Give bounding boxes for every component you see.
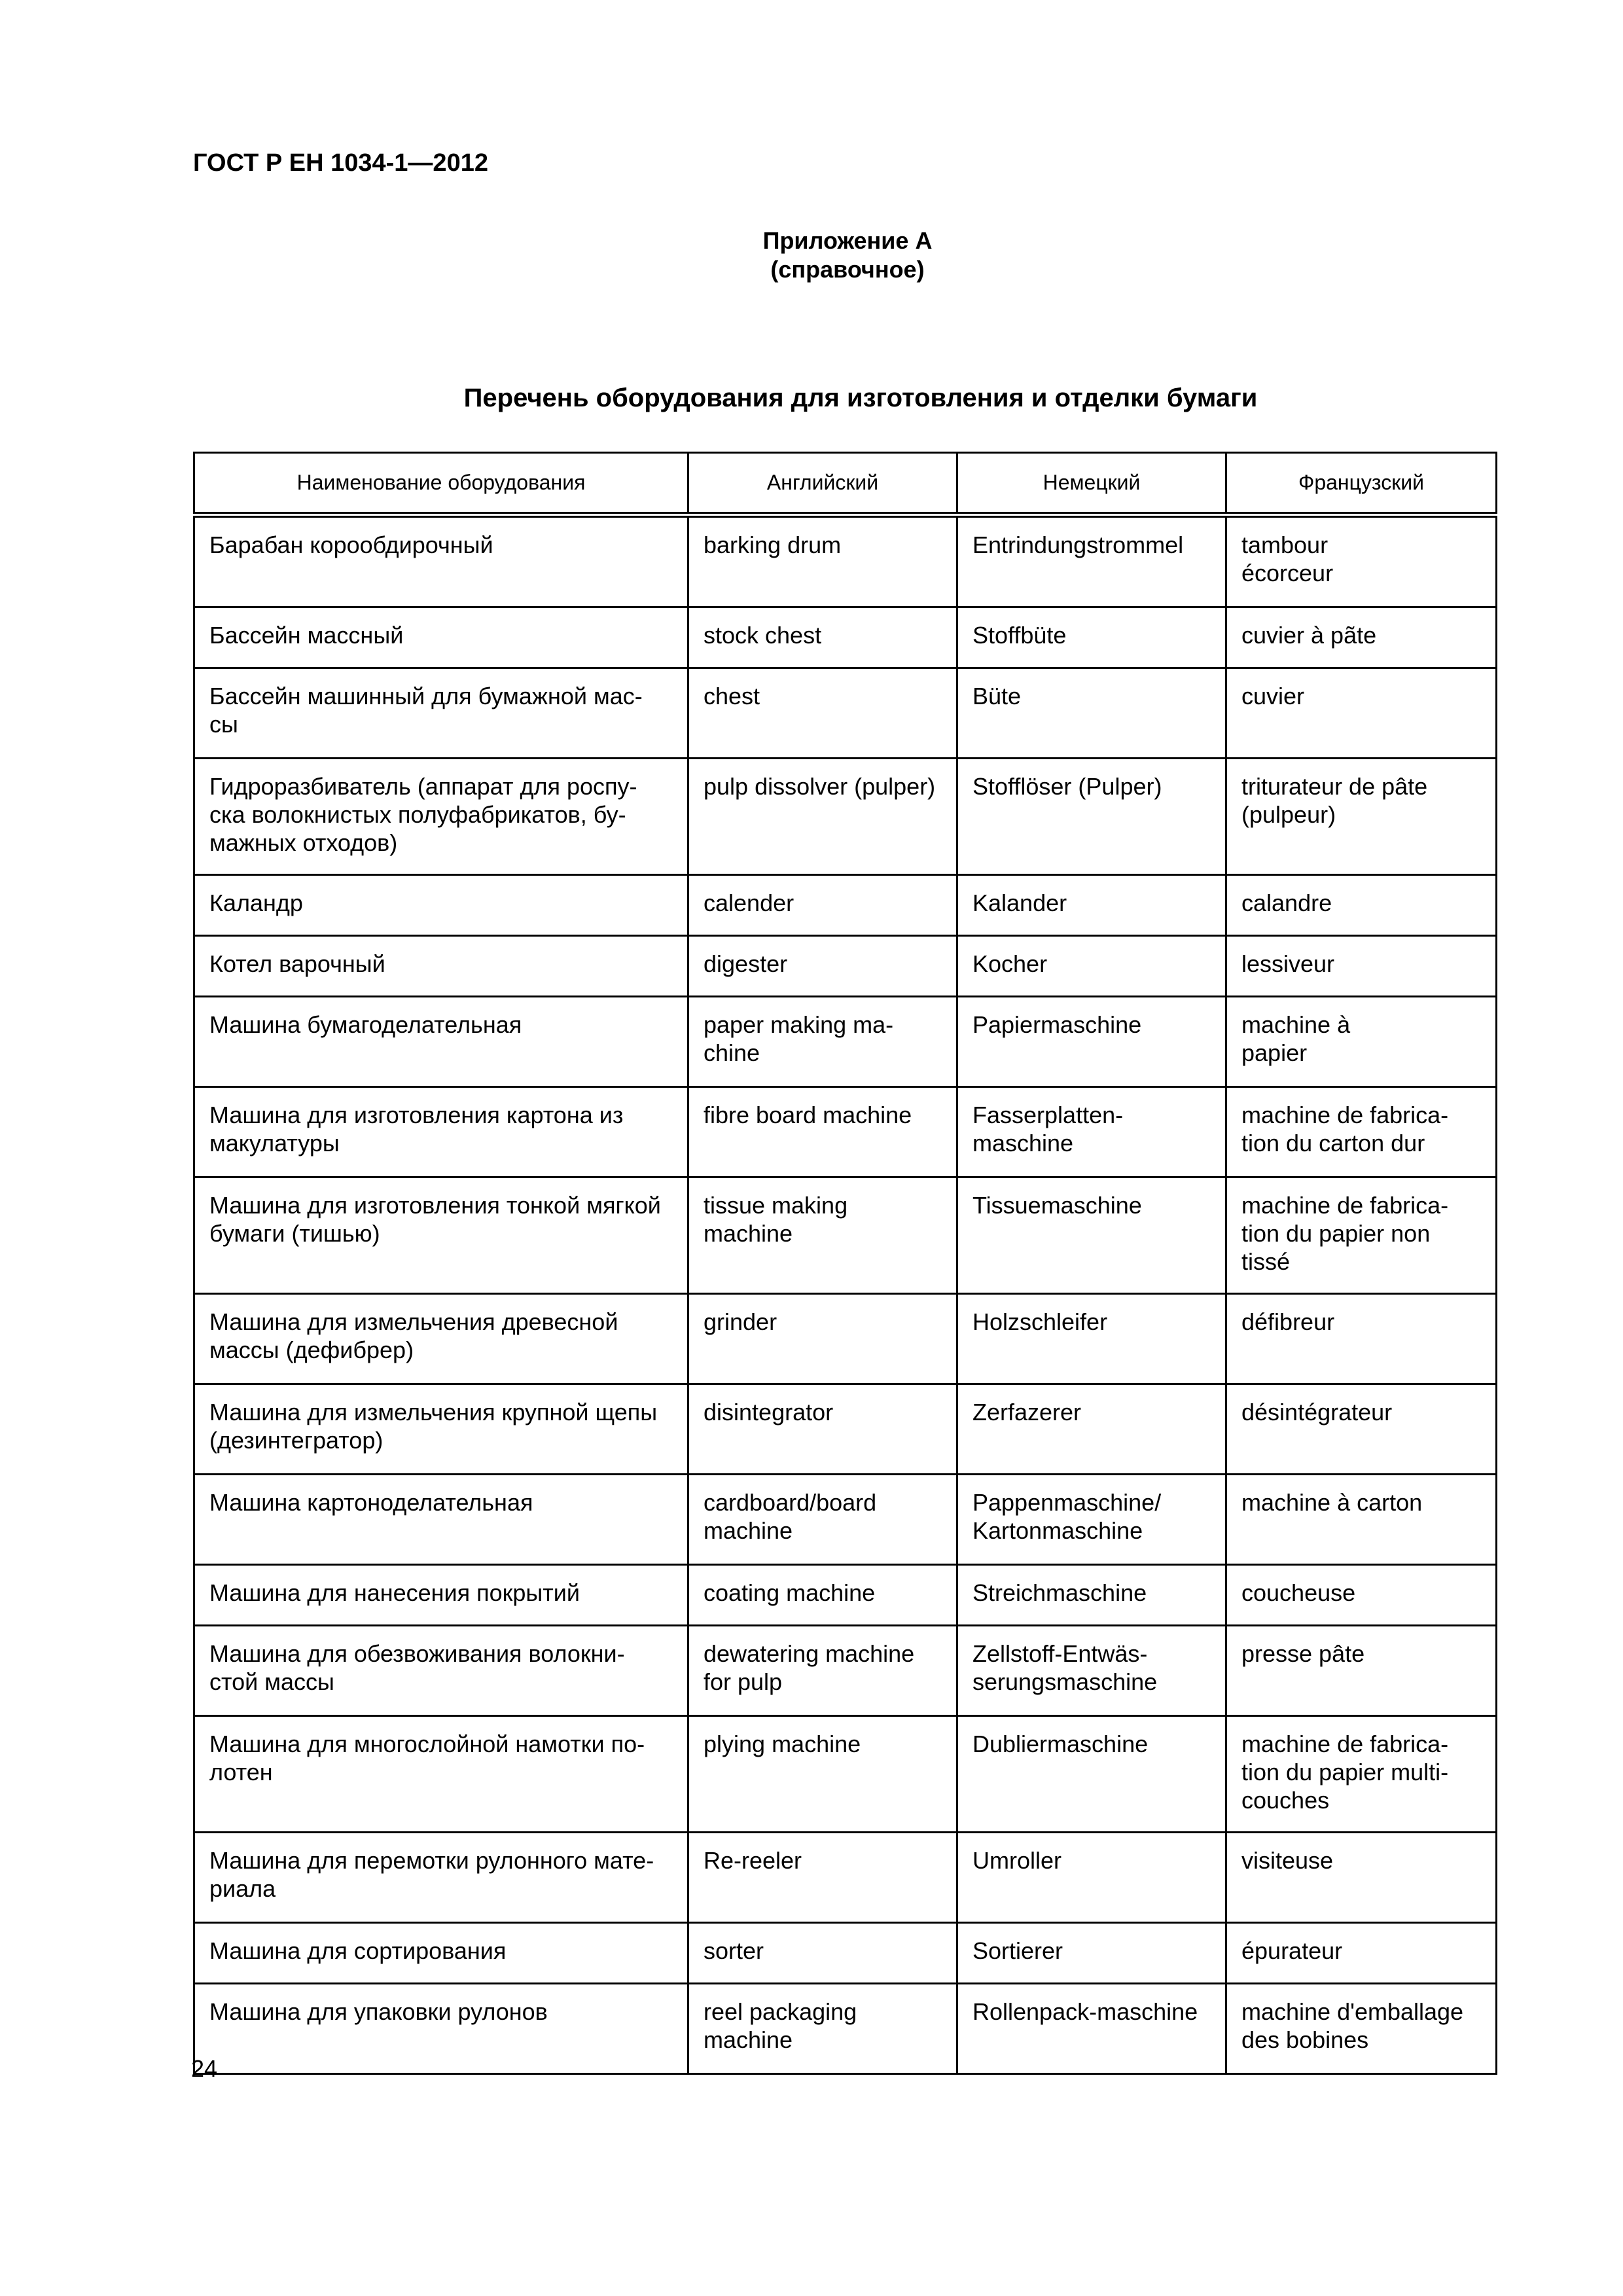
cell-french: machine à carton (1226, 1475, 1497, 1565)
table-row (194, 759, 1497, 875)
cell-german: Stofflöser (Pulper) (957, 759, 1226, 875)
cell-name-ru: Машина для измельчения крупной щепы (дезинтегратор) (194, 1384, 688, 1475)
annex-label: Приложение А (762, 227, 933, 254)
header-german: Немецкий (957, 453, 1226, 515)
cell-english: pulp dissolver (pulper) (688, 759, 957, 875)
table-row (194, 668, 1497, 759)
cell-name-ru: Гидроразбиватель (аппарат для роспу- ска волокнистых полуфабрикатов, бу- мажных отходов) (194, 759, 688, 875)
header-name: Наименование оборудования (194, 453, 688, 515)
cell-german: Fasserplatten- maschine (957, 1087, 1226, 1177)
cell-english: plying machine (688, 1716, 957, 1833)
table-row (194, 1833, 1497, 1923)
cell-name-ru: Машина для упаковки рулонов (194, 1984, 688, 2074)
cell-english: dewatering machine for pulp (688, 1626, 957, 1716)
cell-english: barking drum (688, 515, 957, 607)
table-row (194, 875, 1497, 936)
annex-heading (0, 226, 1623, 284)
header-french: Французский (1226, 453, 1497, 515)
cell-german: Streichmaschine (957, 1565, 1226, 1626)
cell-french: tambour écorceur (1226, 515, 1497, 607)
cell-german: Zellstoff-Entwäs- serungsmaschine (957, 1626, 1226, 1716)
cell-german: Umroller (957, 1833, 1226, 1923)
cell-english: Re-reeler (688, 1833, 957, 1923)
cell-name-ru: Машина для изготовления картона из макулатуры (194, 1087, 688, 1177)
cell-french: cuvier (1226, 668, 1497, 759)
cell-german: Holzschleifer (957, 1294, 1226, 1384)
table-row (194, 1565, 1497, 1626)
cell-english: disintegrator (688, 1384, 957, 1475)
cell-french: défibreur (1226, 1294, 1497, 1384)
table-row (194, 1384, 1497, 1475)
cell-french: machine à papier (1226, 997, 1497, 1087)
cell-english: coating machine (688, 1565, 957, 1626)
table-row (194, 1475, 1497, 1565)
cell-german: Tissuemaschine (957, 1177, 1226, 1294)
cell-english: sorter (688, 1923, 957, 1984)
cell-german: Kalander (957, 875, 1226, 936)
cell-french: visiteuse (1226, 1833, 1497, 1923)
table-row (194, 1716, 1497, 1833)
cell-english: digester (688, 936, 957, 997)
cell-name-ru: Машина для сортирования (194, 1923, 688, 1984)
table-row (194, 1177, 1497, 1294)
cell-german: Kocher (957, 936, 1226, 997)
cell-german: Entrindungstrommel (957, 515, 1226, 607)
cell-english: grinder (688, 1294, 957, 1384)
cell-english: tissue making machine (688, 1177, 957, 1294)
cell-english: fibre board machine (688, 1087, 957, 1177)
annex-type: (справочное) (770, 256, 925, 283)
page-title: Перечень оборудования для изготовления и отделки бумаги (463, 384, 1258, 412)
cell-french: désintégrateur (1226, 1384, 1497, 1475)
cell-french: presse pâte (1226, 1626, 1497, 1716)
cell-english: calender (688, 875, 957, 936)
cell-name-ru: Машина для многослойной намотки по- лотен (194, 1716, 688, 1833)
cell-french: triturateur de pâte (pulpeur) (1226, 759, 1497, 875)
document-code: ГОСТ Р ЕН 1034-1—2012 (193, 149, 488, 177)
cell-german: Zerfazerer (957, 1384, 1226, 1475)
cell-german: Rollenpack-maschine (957, 1984, 1226, 2074)
cell-french: machine de fabrica- tion du papier multi- couches (1226, 1716, 1497, 1833)
table-row (194, 1087, 1497, 1177)
table-row (194, 936, 1497, 997)
table-row (194, 1923, 1497, 1984)
cell-french: machine de fabrica- tion du carton dur (1226, 1087, 1497, 1177)
cell-name-ru: Котел варочный (194, 936, 688, 997)
cell-english: chest (688, 668, 957, 759)
table-row (194, 1294, 1497, 1384)
cell-name-ru: Машина для обезвоживания волокни- стой массы (194, 1626, 688, 1716)
cell-name-ru: Машина для изготовления тонкой мягкой бумаги (тишью) (194, 1177, 688, 1294)
cell-french: épurateur (1226, 1923, 1497, 1984)
cell-name-ru: Машина картоноделательная (194, 1475, 688, 1565)
cell-german: Büte (957, 668, 1226, 759)
page-number: 24 (191, 2055, 218, 2082)
table-row (194, 1984, 1497, 2074)
cell-english: paper making ma- chine (688, 997, 957, 1087)
equipment-table (193, 452, 1497, 2075)
cell-english: stock chest (688, 607, 957, 668)
cell-german: Sortierer (957, 1923, 1226, 1984)
cell-english: cardboard/board machine (688, 1475, 957, 1565)
cell-french: calandre (1226, 875, 1497, 936)
cell-english: reel packaging machine (688, 1984, 957, 2074)
cell-name-ru: Машина для измельчения древесной массы (дефибрер) (194, 1294, 688, 1384)
cell-name-ru: Машина для нанесения покрытий (194, 1565, 688, 1626)
cell-german: Dubliermaschine (957, 1716, 1226, 1833)
cell-french: machine d'emballage des bobines (1226, 1984, 1497, 2074)
cell-name-ru: Машина бумагоделательная (194, 997, 688, 1087)
table-header-row (194, 453, 1497, 515)
cell-german: Papiermaschine (957, 997, 1226, 1087)
cell-name-ru: Каландр (194, 875, 688, 936)
header-english: Английский (688, 453, 957, 515)
table-body (194, 515, 1497, 2074)
table-row (194, 515, 1497, 607)
cell-name-ru: Бассейн массный (194, 607, 688, 668)
cell-german: Pappenmaschine/ Kartonmaschine (957, 1475, 1226, 1565)
table-row (194, 997, 1497, 1087)
cell-name-ru: Бассейн машинный для бумажной мас- сы (194, 668, 688, 759)
table-row (194, 1626, 1497, 1716)
cell-german: Stoffbüte (957, 607, 1226, 668)
cell-french: lessiveur (1226, 936, 1497, 997)
cell-name-ru: Барабан корообдирочный (194, 515, 688, 607)
cell-french: coucheuse (1226, 1565, 1497, 1626)
cell-name-ru: Машина для перемотки рулонного мате- риала (194, 1833, 688, 1923)
table-row (194, 607, 1497, 668)
cell-french: cuvier à pãte (1226, 607, 1497, 668)
cell-french: machine de fabrica- tion du papier non tissé (1226, 1177, 1497, 1294)
